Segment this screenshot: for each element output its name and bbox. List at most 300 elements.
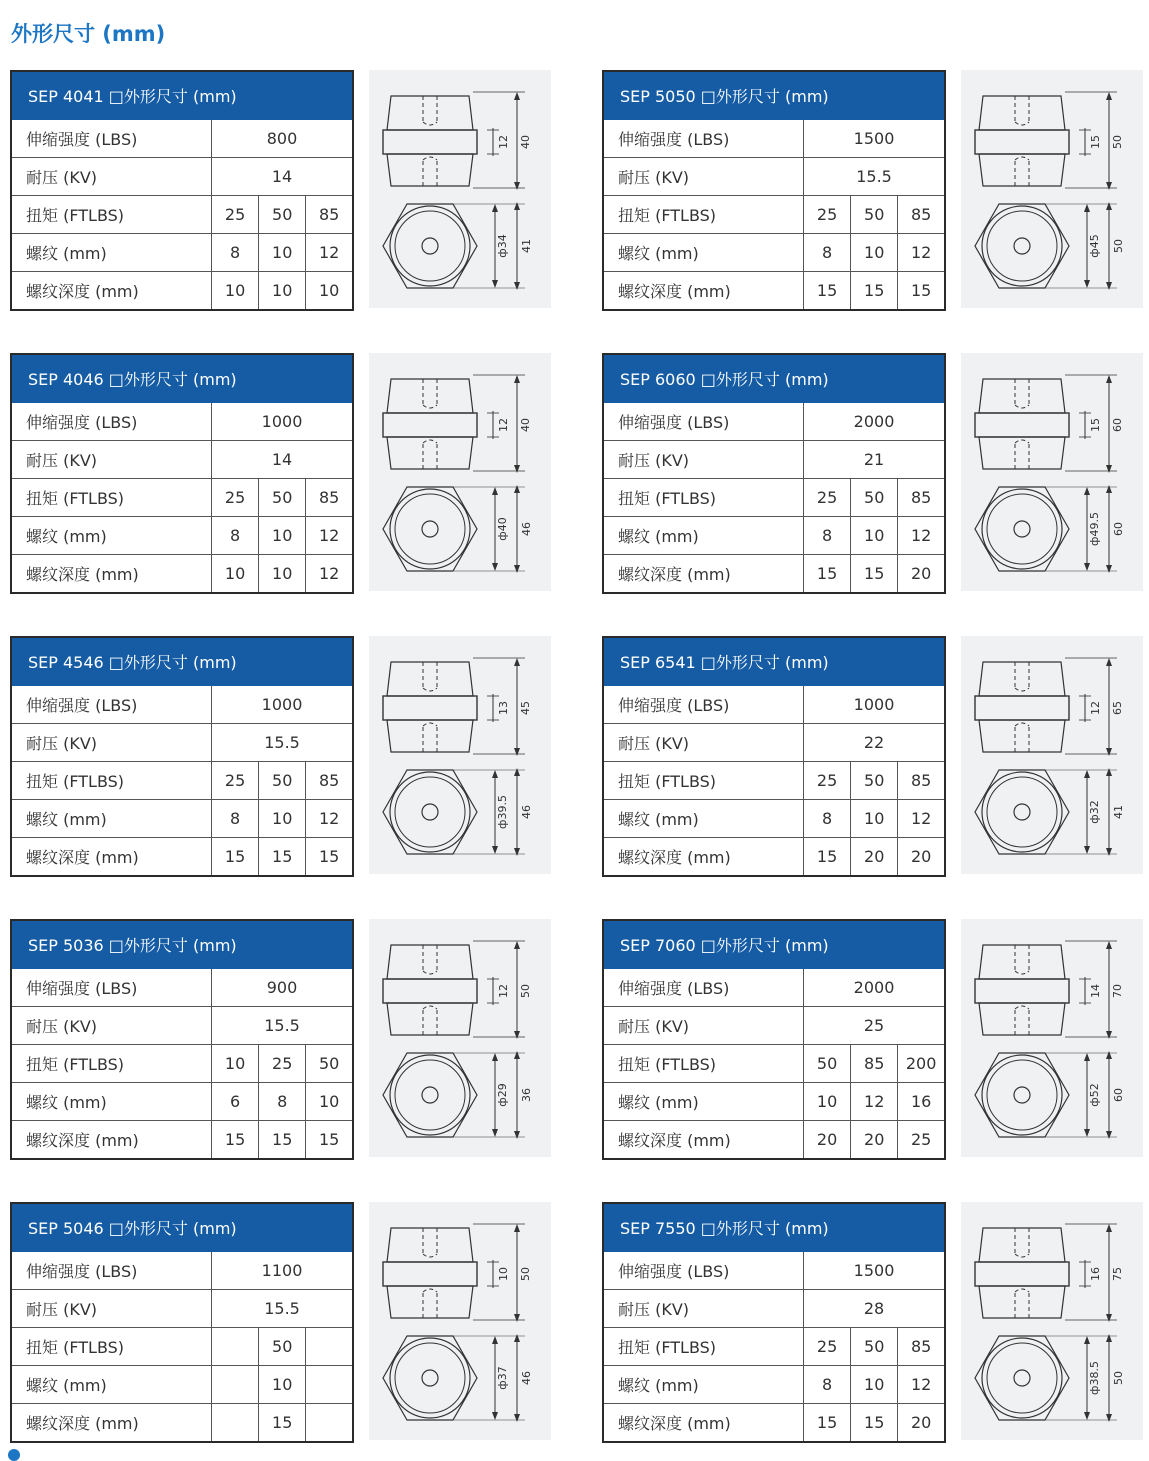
insulator-inner-ring xyxy=(395,1343,465,1413)
row-value: 14 xyxy=(212,158,353,196)
row-value xyxy=(212,1404,259,1443)
row-value: 15 xyxy=(804,272,851,311)
row-label: 螺纹 (mm) xyxy=(603,800,804,838)
insulator-band xyxy=(383,130,477,154)
row-value: 15.5 xyxy=(212,1290,353,1328)
row-label: 伸缩强度 (LBS) xyxy=(11,686,212,724)
insulator-outer-ring xyxy=(982,772,1062,852)
insulator-thread-hole xyxy=(422,804,438,820)
row-value: 900 xyxy=(212,969,353,1007)
row-value: 8 xyxy=(212,234,259,272)
row-value: 20 xyxy=(851,838,898,877)
row-label: 伸缩强度 (LBS) xyxy=(11,1252,212,1290)
thread-hole-top xyxy=(1015,379,1029,408)
row-label: 耐压 (KV) xyxy=(11,1007,212,1045)
row-value: 50 xyxy=(259,479,306,517)
row-value: 85 xyxy=(306,762,353,800)
dim-inner-diameter-label: ф45 xyxy=(1088,234,1101,258)
insulator-thread-hole xyxy=(422,521,438,537)
voltage-row xyxy=(11,158,353,196)
strength-row xyxy=(603,120,945,158)
row-value: 25 xyxy=(212,196,259,234)
spec-table-title: SEP 7060 □外形尺寸 (mm) xyxy=(603,920,945,969)
insulator-body-bottom xyxy=(387,1286,473,1318)
row-label: 耐压 (KV) xyxy=(603,1007,804,1045)
row-value: 25 xyxy=(898,1121,945,1160)
row-label: 螺纹深度 (mm) xyxy=(603,838,804,877)
row-value: 25 xyxy=(804,1007,945,1045)
row-value: 20 xyxy=(898,1404,945,1443)
row-value: 8 xyxy=(804,234,851,272)
insulator-hexagon xyxy=(383,487,477,571)
insulator-hexagon xyxy=(383,770,477,854)
row-value: 8 xyxy=(259,1083,306,1121)
insulator-outer-ring xyxy=(982,489,1062,569)
voltage-row xyxy=(603,724,945,762)
insulator-band xyxy=(383,696,477,720)
row-value: 28 xyxy=(804,1290,945,1328)
insulator-thread-hole xyxy=(422,1087,438,1103)
row-label: 螺纹 (mm) xyxy=(603,234,804,272)
torque-row xyxy=(11,762,353,800)
thread-hole-top xyxy=(423,945,437,974)
dim-inner-diameter-label: ф29 xyxy=(496,1083,509,1107)
insulator-drawing xyxy=(961,919,1143,1157)
row-value: 10 xyxy=(259,1366,306,1404)
row-value: 15.5 xyxy=(804,158,945,196)
row-value: 2000 xyxy=(804,969,945,1007)
row-value: 1000 xyxy=(804,686,945,724)
row-label: 伸缩强度 (LBS) xyxy=(11,120,212,158)
dim-band-label: 12 xyxy=(497,418,510,432)
torque-row xyxy=(603,196,945,234)
spec-table-title: SEP 5036 □外形尺寸 (mm) xyxy=(11,920,353,969)
strength-row xyxy=(11,120,353,158)
dimension-drawing xyxy=(961,919,1143,1157)
row-label: 伸缩强度 (LBS) xyxy=(603,686,804,724)
thread-hole-bottom xyxy=(1015,1289,1029,1318)
dim-outer-diameter-label: 41 xyxy=(520,239,533,253)
dim-outer-diameter-label: 46 xyxy=(520,805,533,819)
thread-hole-bottom xyxy=(1015,723,1029,752)
thread-hole-top xyxy=(423,662,437,691)
row-value: 10 xyxy=(212,555,259,594)
row-label: 螺纹深度 (mm) xyxy=(603,272,804,311)
insulator-outer-ring xyxy=(390,206,470,286)
thread-row xyxy=(11,1083,353,1121)
depth-row xyxy=(603,555,945,594)
row-label: 螺纹深度 (mm) xyxy=(11,555,212,594)
dim-inner-diameter-label: ф38.5 xyxy=(1088,1361,1101,1395)
insulator-inner-ring xyxy=(987,1343,1057,1413)
dim-height-label: 75 xyxy=(1111,1267,1124,1281)
row-label: 伸缩强度 (LBS) xyxy=(603,1252,804,1290)
row-label: 螺纹深度 (mm) xyxy=(11,272,212,311)
dim-band-label: 10 xyxy=(497,1267,510,1281)
row-value: 8 xyxy=(212,517,259,555)
dimension-drawing xyxy=(369,353,551,591)
thread-hole-top xyxy=(1015,945,1029,974)
row-label: 螺纹深度 (mm) xyxy=(603,1404,804,1443)
row-value: 12 xyxy=(898,1366,945,1404)
row-value: 25 xyxy=(212,479,259,517)
thread-row xyxy=(603,1366,945,1404)
insulator-band xyxy=(975,979,1069,1003)
dim-height-label: 40 xyxy=(519,418,532,432)
dim-outer-diameter-label: 36 xyxy=(520,1088,533,1102)
insulator-inner-ring xyxy=(987,777,1057,847)
row-value: 85 xyxy=(851,1045,898,1083)
depth-row xyxy=(11,1121,353,1160)
row-label: 耐压 (KV) xyxy=(603,158,804,196)
row-value: 50 xyxy=(306,1045,353,1083)
thread-hole-top xyxy=(423,1228,437,1257)
torque-row xyxy=(11,196,353,234)
dim-band-label: 15 xyxy=(1089,135,1102,149)
insulator-hexagon xyxy=(383,1336,477,1420)
insulator-drawing xyxy=(369,919,551,1157)
row-value: 10 xyxy=(851,1366,898,1404)
row-value: 50 xyxy=(851,1328,898,1366)
spec-table xyxy=(602,919,946,1160)
dim-inner-diameter-label: ф32 xyxy=(1088,800,1101,824)
strength-row xyxy=(603,403,945,441)
spec-table-title: SEP 6060 □外形尺寸 (mm) xyxy=(603,354,945,403)
voltage-row xyxy=(603,1290,945,1328)
insulator-inner-ring xyxy=(395,494,465,564)
row-value: 14 xyxy=(212,441,353,479)
dim-outer-diameter-label: 46 xyxy=(520,1371,533,1385)
row-value: 20 xyxy=(898,838,945,877)
thread-hole-bottom xyxy=(423,440,437,469)
row-label: 扭矩 (FTLBS) xyxy=(603,1328,804,1366)
depth-row xyxy=(11,1404,353,1443)
row-value xyxy=(306,1328,353,1366)
voltage-row xyxy=(11,1290,353,1328)
depth-row xyxy=(603,838,945,877)
row-value: 10 xyxy=(259,517,306,555)
row-value: 12 xyxy=(306,517,353,555)
row-value xyxy=(212,1328,259,1366)
thread-hole-bottom xyxy=(1015,157,1029,186)
spec-table xyxy=(10,353,354,594)
insulator-drawing xyxy=(961,636,1143,874)
row-value: 15 xyxy=(306,1121,353,1160)
row-label: 扭矩 (FTLBS) xyxy=(603,196,804,234)
row-label: 螺纹深度 (mm) xyxy=(11,1404,212,1443)
torque-row xyxy=(11,1328,353,1366)
row-label: 扭矩 (FTLBS) xyxy=(11,196,212,234)
dim-band-label: 14 xyxy=(1089,984,1102,998)
insulator-body-bottom xyxy=(979,1003,1065,1035)
row-label: 扭矩 (FTLBS) xyxy=(11,479,212,517)
insulator-inner-ring xyxy=(395,211,465,281)
depth-row xyxy=(11,838,353,877)
strength-row xyxy=(11,686,353,724)
dimension-drawing xyxy=(369,636,551,874)
row-value: 12 xyxy=(306,800,353,838)
dim-outer-diameter-label: 50 xyxy=(1112,239,1125,253)
insulator-hexagon xyxy=(975,1336,1069,1420)
row-value: 1000 xyxy=(212,403,353,441)
insulator-inner-ring xyxy=(987,1060,1057,1130)
row-value: 10 xyxy=(851,800,898,838)
insulator-band xyxy=(975,696,1069,720)
row-value: 85 xyxy=(306,479,353,517)
row-value: 15 xyxy=(306,838,353,877)
strength-row xyxy=(11,1252,353,1290)
dim-band-label: 12 xyxy=(1089,701,1102,715)
row-label: 伸缩强度 (LBS) xyxy=(11,403,212,441)
row-label: 耐压 (KV) xyxy=(603,441,804,479)
spec-table-title: SEP 5046 □外形尺寸 (mm) xyxy=(11,1203,353,1252)
row-label: 扭矩 (FTLBS) xyxy=(603,1045,804,1083)
dim-band-label: 12 xyxy=(497,984,510,998)
insulator-hexagon xyxy=(975,1053,1069,1137)
row-value: 2000 xyxy=(804,403,945,441)
row-value: 10 xyxy=(306,1083,353,1121)
dimension-drawing xyxy=(369,70,551,308)
dim-outer-diameter-label: 50 xyxy=(1112,1371,1125,1385)
depth-row xyxy=(603,272,945,311)
row-label: 螺纹深度 (mm) xyxy=(11,838,212,877)
row-value: 10 xyxy=(804,1083,851,1121)
row-value: 10 xyxy=(851,517,898,555)
row-label: 螺纹深度 (mm) xyxy=(11,1121,212,1160)
insulator-thread-hole xyxy=(1014,238,1030,254)
thread-row xyxy=(11,1366,353,1404)
row-value: 20 xyxy=(898,555,945,594)
insulator-body-bottom xyxy=(979,154,1065,186)
torque-row xyxy=(11,1045,353,1083)
row-value: 10 xyxy=(851,234,898,272)
dimension-drawing xyxy=(369,919,551,1157)
row-label: 扭矩 (FTLBS) xyxy=(603,762,804,800)
dimension-drawing xyxy=(961,1202,1143,1440)
dim-band-label: 15 xyxy=(1089,418,1102,432)
insulator-body-bottom xyxy=(979,1286,1065,1318)
dim-inner-diameter-label: ф39.5 xyxy=(496,795,509,829)
insulator-drawing xyxy=(961,353,1143,591)
insulator-inner-ring xyxy=(987,494,1057,564)
row-label: 螺纹 (mm) xyxy=(603,1083,804,1121)
row-value: 15 xyxy=(898,272,945,311)
row-value: 25 xyxy=(804,1328,851,1366)
insulator-hexagon xyxy=(383,204,477,288)
row-value: 15 xyxy=(259,1121,306,1160)
row-value: 15.5 xyxy=(212,1007,353,1045)
row-label: 耐压 (KV) xyxy=(11,158,212,196)
spec-table-title: SEP 7550 □外形尺寸 (mm) xyxy=(603,1203,945,1252)
thread-hole-top xyxy=(1015,662,1029,691)
spec-table xyxy=(10,636,354,877)
thread-hole-bottom xyxy=(1015,1006,1029,1035)
row-value: 20 xyxy=(851,1121,898,1160)
row-value: 12 xyxy=(898,234,945,272)
row-value: 15 xyxy=(212,1121,259,1160)
torque-row xyxy=(603,762,945,800)
spec-table-title: SEP 4046 □外形尺寸 (mm) xyxy=(11,354,353,403)
dimension-drawing xyxy=(369,1202,551,1440)
thread-row xyxy=(603,234,945,272)
insulator-outer-ring xyxy=(390,1338,470,1418)
insulator-drawing xyxy=(369,70,551,308)
row-value: 10 xyxy=(259,800,306,838)
insulator-body-bottom xyxy=(387,1003,473,1035)
row-value: 15 xyxy=(212,838,259,877)
row-value: 10 xyxy=(212,1045,259,1083)
row-label: 扭矩 (FTLBS) xyxy=(11,762,212,800)
row-label: 螺纹深度 (mm) xyxy=(603,1121,804,1160)
torque-row xyxy=(603,479,945,517)
voltage-row xyxy=(11,441,353,479)
row-value: 8 xyxy=(804,517,851,555)
thread-row xyxy=(603,800,945,838)
thread-row xyxy=(11,800,353,838)
insulator-outer-ring xyxy=(390,489,470,569)
spec-table xyxy=(602,70,946,311)
depth-row xyxy=(603,1121,945,1160)
dim-inner-diameter-label: ф40 xyxy=(496,517,509,541)
spec-table-title: SEP 6541 □外形尺寸 (mm) xyxy=(603,637,945,686)
row-value: 85 xyxy=(898,479,945,517)
page-title: 外形尺寸 (mm) xyxy=(11,22,166,46)
insulator-outer-ring xyxy=(390,772,470,852)
insulator-band xyxy=(383,413,477,437)
insulator-hexagon xyxy=(975,204,1069,288)
dim-height-label: 50 xyxy=(1111,135,1124,149)
insulator-body-bottom xyxy=(387,154,473,186)
voltage-row xyxy=(11,1007,353,1045)
insulator-thread-hole xyxy=(1014,521,1030,537)
row-value: 25 xyxy=(212,762,259,800)
insulator-inner-ring xyxy=(395,777,465,847)
row-value: 10 xyxy=(259,555,306,594)
depth-row xyxy=(11,555,353,594)
insulator-band xyxy=(975,130,1069,154)
spec-table-title: SEP 4041 □外形尺寸 (mm) xyxy=(11,71,353,120)
row-value: 21 xyxy=(804,441,945,479)
insulator-body-bottom xyxy=(387,437,473,469)
row-value: 22 xyxy=(804,724,945,762)
thread-row xyxy=(603,517,945,555)
depth-row xyxy=(11,272,353,311)
insulator-drawing xyxy=(369,1202,551,1440)
thread-hole-bottom xyxy=(423,1289,437,1318)
insulator-drawing xyxy=(961,1202,1143,1440)
insulator-band xyxy=(383,979,477,1003)
spec-table-title: SEP 4546 □外形尺寸 (mm) xyxy=(11,637,353,686)
dim-outer-diameter-label: 46 xyxy=(520,522,533,536)
row-value: 50 xyxy=(851,479,898,517)
row-value xyxy=(306,1404,353,1443)
row-value: 50 xyxy=(851,196,898,234)
dimension-drawing xyxy=(961,353,1143,591)
thread-hole-bottom xyxy=(423,1006,437,1035)
dimension-drawing xyxy=(961,636,1143,874)
strength-row xyxy=(11,403,353,441)
row-label: 螺纹深度 (mm) xyxy=(603,555,804,594)
insulator-band xyxy=(975,413,1069,437)
row-value: 15 xyxy=(851,555,898,594)
row-value xyxy=(306,1366,353,1404)
dim-inner-diameter-label: ф37 xyxy=(496,1366,509,1390)
dim-band-label: 16 xyxy=(1089,1267,1102,1281)
insulator-thread-hole xyxy=(422,238,438,254)
thread-row xyxy=(11,517,353,555)
voltage-row xyxy=(603,1007,945,1045)
row-value: 1500 xyxy=(804,1252,945,1290)
voltage-row xyxy=(603,158,945,196)
dim-outer-diameter-label: 60 xyxy=(1112,522,1125,536)
insulator-thread-hole xyxy=(1014,1370,1030,1386)
thread-hole-top xyxy=(423,379,437,408)
thread-hole-top xyxy=(423,96,437,125)
insulator-thread-hole xyxy=(1014,804,1030,820)
row-label: 螺纹 (mm) xyxy=(11,517,212,555)
row-value: 85 xyxy=(898,1328,945,1366)
row-value: 25 xyxy=(259,1045,306,1083)
row-label: 耐压 (KV) xyxy=(603,724,804,762)
torque-row xyxy=(603,1328,945,1366)
row-label: 耐压 (KV) xyxy=(603,1290,804,1328)
row-value: 8 xyxy=(804,1366,851,1404)
footer-dot xyxy=(8,1449,20,1461)
row-label: 螺纹 (mm) xyxy=(603,517,804,555)
thread-hole-top xyxy=(1015,1228,1029,1257)
row-value: 20 xyxy=(804,1121,851,1160)
row-value xyxy=(212,1366,259,1404)
row-value: 12 xyxy=(898,517,945,555)
row-value: 8 xyxy=(212,800,259,838)
row-label: 耐压 (KV) xyxy=(11,724,212,762)
dimension-drawing xyxy=(961,70,1143,308)
insulator-body-bottom xyxy=(387,720,473,752)
dim-height-label: 40 xyxy=(519,135,532,149)
row-value: 10 xyxy=(259,234,306,272)
row-label: 螺纹 (mm) xyxy=(11,234,212,272)
row-value: 1000 xyxy=(212,686,353,724)
row-value: 15 xyxy=(851,272,898,311)
voltage-row xyxy=(11,724,353,762)
row-label: 螺纹 (mm) xyxy=(11,1366,212,1404)
insulator-body-bottom xyxy=(979,720,1065,752)
row-label: 扭矩 (FTLBS) xyxy=(11,1045,212,1083)
row-value: 200 xyxy=(898,1045,945,1083)
insulator-body-bottom xyxy=(979,437,1065,469)
spec-table xyxy=(10,919,354,1160)
insulator-drawing xyxy=(961,70,1143,308)
dim-band-label: 13 xyxy=(497,701,510,715)
spec-table xyxy=(602,636,946,877)
insulator-thread-hole xyxy=(422,1370,438,1386)
row-value: 800 xyxy=(212,120,353,158)
insulator-hexagon xyxy=(975,487,1069,571)
row-value: 50 xyxy=(259,1328,306,1366)
spec-table xyxy=(602,353,946,594)
strength-row xyxy=(11,969,353,1007)
insulator-inner-ring xyxy=(987,211,1057,281)
dim-height-label: 50 xyxy=(519,984,532,998)
row-value: 15 xyxy=(851,1404,898,1443)
row-value: 15.5 xyxy=(212,724,353,762)
insulator-drawing xyxy=(369,636,551,874)
strength-row xyxy=(603,686,945,724)
row-label: 伸缩强度 (LBS) xyxy=(603,969,804,1007)
row-value: 85 xyxy=(898,196,945,234)
row-value: 12 xyxy=(306,555,353,594)
row-value: 85 xyxy=(306,196,353,234)
